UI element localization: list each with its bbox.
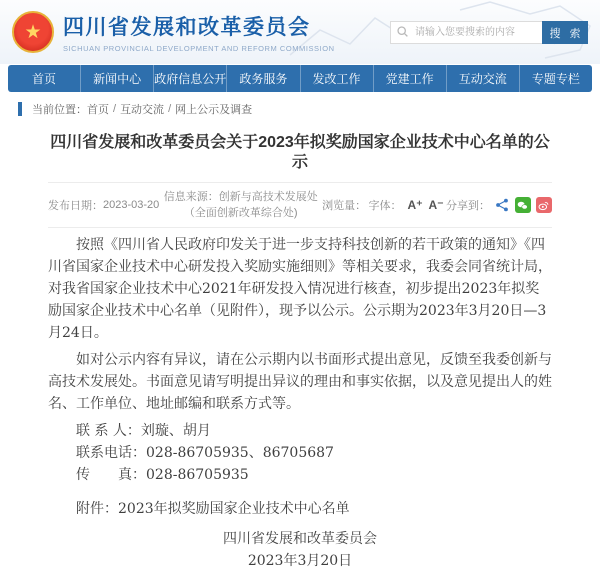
site-logo (12, 11, 335, 53)
article-content (0, 133, 600, 572)
breadcrumb-link-public-notice[interactable]: 网上公示及调查 (175, 104, 253, 116)
breadcrumb-separator: / (113, 103, 117, 115)
emblem-star-glyph: ★ (24, 21, 42, 43)
info-source-value: 创新与高技术发展处（全面创新改革综合处) (183, 191, 318, 219)
contact-phone: 联系电话：028-86705935、86705687 (76, 445, 334, 461)
nav-item-services[interactable]: 政务服务 (227, 65, 300, 92)
nav-item-party-building[interactable]: 党建工作 (374, 65, 447, 92)
nav-item-news[interactable]: 新闻中心 (81, 65, 154, 92)
article-title: 四川省发展和改革委员会关于2023年拟奖励国家企业技术中心名单的公示 (50, 134, 550, 171)
font-size-controls (369, 197, 444, 213)
nav-item-interaction[interactable]: 互动交流 (447, 65, 520, 92)
font-decrease-button[interactable]: A⁻ (428, 198, 444, 212)
search-button[interactable]: 搜 索 (542, 21, 588, 44)
site-subtitle: SICHUAN PROVINCIAL DEVELOPMENT AND REFORM COMMISSION (63, 44, 335, 53)
view-count-label: 浏览量： (322, 200, 367, 212)
main-nav (8, 65, 592, 92)
info-source (162, 189, 320, 221)
publish-date-value: 2023-03-20 (103, 199, 160, 211)
weibo-share-icon[interactable] (536, 197, 552, 213)
wechat-share-icon[interactable] (515, 197, 531, 213)
breadcrumb (0, 92, 600, 125)
share-nodes-icon[interactable] (494, 197, 510, 213)
signature-block (48, 528, 552, 572)
site-title: 四川省发展和改革委员会 (63, 16, 311, 39)
site-header (0, 0, 600, 64)
nav-item-special-topics[interactable]: 专题专栏 (531, 72, 580, 86)
attachment-link[interactable]: 附件：2023年拟奖励国家企业技术中心名单 (76, 501, 350, 517)
publish-date (48, 197, 159, 213)
article-paragraph: 如对公示内容有异议，请在公示期内以书面形式提出意见，反馈至我委创新与高技术发展处。书面意见请写明提出异议的理由和事实依据，以及意见提出人的姓名、工作单位、地址邮编和联系方式等。 (48, 352, 552, 412)
breadcrumb-separator: / (168, 103, 172, 115)
national-emblem-icon (12, 11, 54, 53)
contact-info (48, 420, 552, 486)
font-size-label: 字体： (368, 200, 402, 212)
contact-fax: 传 真：028-86705935 (76, 467, 249, 483)
breadcrumb-prefix: 当前位置： (32, 104, 87, 116)
search-icon (396, 25, 409, 38)
breadcrumb-link-interaction[interactable]: 互动交流 (120, 104, 165, 116)
search-area (390, 21, 588, 44)
signature-date: 2023年3月20日 (247, 553, 353, 569)
article-paragraph: 按照《四川省人民政府印发关于进一步支持科技创新的若干政策的通知》《四川省国家企业技术中心研发投入奖励实施细则》等相关要求，我委会同省统计局，对我省国家企业技术中心2021年研发投入情况进行核查，初步提出2023年拟奖励国家企业技术中心名单（见附件），现予以公示。公示期为2023年3月20日—3月24日。 (48, 237, 552, 341)
article-body (48, 234, 552, 572)
divider-bottom (48, 227, 552, 228)
share-label: 分享到： (445, 200, 490, 212)
font-increase-button[interactable]: A⁺ (407, 198, 423, 212)
share-controls (446, 197, 552, 213)
view-count (322, 197, 366, 213)
info-source-label: 信息来源： (163, 191, 219, 203)
search-input[interactable] (390, 21, 542, 44)
article-meta (48, 183, 552, 227)
publish-date-label: 发布日期： (48, 200, 103, 212)
breadcrumb-link-home[interactable]: 首页 (87, 104, 109, 116)
nav-item-ndrc-work[interactable]: 发改工作 (301, 65, 374, 92)
breadcrumb-accent-bar (18, 102, 22, 116)
nav-item-gov-info[interactable]: 政府信息公开 (154, 65, 227, 92)
nav-item-home[interactable]: 首页 (8, 65, 81, 92)
contact-person: 联 系 人：刘璇、胡月 (76, 423, 211, 439)
signature-org: 四川省发展和改革委员会 (223, 531, 377, 547)
